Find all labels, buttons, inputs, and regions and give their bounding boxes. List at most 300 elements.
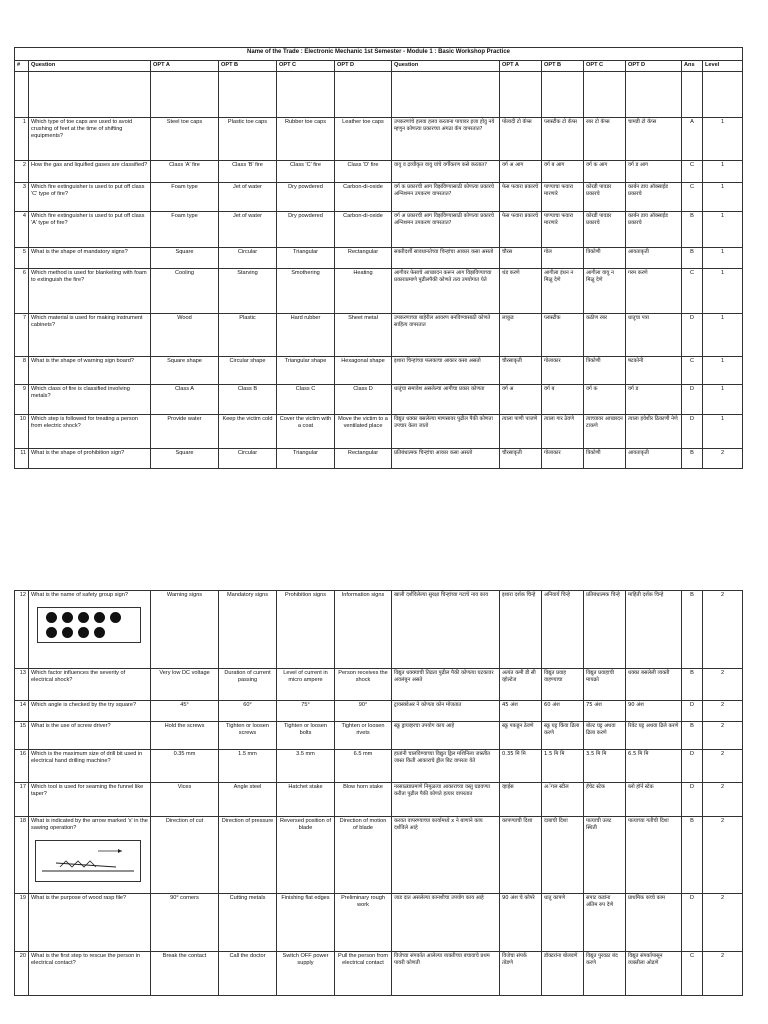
option-d <box>335 415 392 449</box>
option-a-value: Square shape <box>167 358 202 364</box>
question-text-marathi-value: हातांनी चालविण्याच्या विद्युत ड्रिल मशिनिला जास्तीत जास्त किती आकाराचे ड्रील बिट वापरता येते <box>394 751 491 764</box>
question-text-marathi <box>392 385 500 415</box>
option-c-marathi <box>584 357 626 385</box>
option-b-marathi-value: विद्युत प्रवाह वाहण्याचा <box>544 670 567 683</box>
question-text-marathi-value: विजेच्या संपर्कात आलेल्या व्यक्तीच्या बचावाचे प्रथम पायरी कोणती <box>394 953 490 966</box>
question-text-marathi-value: आगीवर फेसाचे आच्छादन करून आग विझविण्याच्या प्रकाराप्रमाणे पुढीलपैकी कोणते तत्व उपयोगात येते <box>394 270 492 283</box>
option-b <box>219 449 277 469</box>
option-d-marathi <box>626 783 682 817</box>
question-number-value: 8 <box>22 358 26 364</box>
option-b <box>219 669 277 701</box>
option-d-marathi-value: ब्लो हॉर्न स्टेक <box>628 784 654 790</box>
question-number-value: 6 <box>22 270 26 276</box>
level <box>703 449 743 469</box>
question-text-marathi <box>392 894 500 952</box>
answer-value: B <box>690 818 694 824</box>
question-text <box>29 701 151 722</box>
option-c-marathi-value: आगीला वायु न मिळू देणे <box>586 270 614 283</box>
question-text-marathi-value: खाली दर्शविलेल्या सुरक्षा चिन्हांच्या गटाचे नाव काय <box>394 592 489 598</box>
question-text-value: Which tool is used for seaming the funnel like taper? <box>31 784 144 797</box>
question-text <box>29 314 151 357</box>
option-d-marathi-value: माहिती दर्शक चिन्हे <box>628 592 664 598</box>
option-c-marathi <box>584 701 626 722</box>
option-a-marathi <box>500 750 542 783</box>
question-row <box>15 415 743 449</box>
answer <box>682 669 703 701</box>
option-a-marathi-value: 90 अंश चे कोपरे <box>502 895 535 901</box>
option-a-marathi-value: चौरस <box>502 249 513 255</box>
option-a-marathi-value: कापण्याची दिशा <box>502 818 533 824</box>
level-value: 2 <box>720 751 725 757</box>
option-a-value: Foam type <box>171 184 198 190</box>
answer-value: D <box>689 386 695 392</box>
option-b-marathi <box>542 449 584 469</box>
option-c-value: Class C <box>295 386 316 392</box>
header-opt-c-marathi: OPT C <box>584 61 626 72</box>
option-a <box>151 750 219 783</box>
option-b-marathi-value: प्लास्टीक <box>544 315 561 321</box>
option-b-value: Class B <box>237 386 258 392</box>
question-row <box>15 269 743 314</box>
option-d-marathi <box>626 722 682 750</box>
level-value: 2 <box>720 670 725 676</box>
option-c-marathi-value: कठीण रबर <box>586 315 607 321</box>
mandatory-sign-icon <box>46 612 57 623</box>
option-b <box>219 783 277 817</box>
spacer-row <box>15 72 743 118</box>
option-c-marathi-value: त्रिकोणी <box>586 358 601 364</box>
question-row <box>15 952 743 996</box>
question-number-value: 16 <box>19 751 26 757</box>
option-a <box>151 701 219 722</box>
question-row <box>15 357 743 385</box>
question-text-marathi-value: वर्ग अ प्रकारची आग विझविण्यासाठी कोणत्या प्रकारचे अग्निशमन उपकरण वापरतात? <box>394 213 494 226</box>
option-a-value: Square <box>175 450 194 456</box>
option-d <box>335 161 392 183</box>
option-b <box>219 357 277 385</box>
answer <box>682 894 703 952</box>
option-c-value: Hard rubber <box>290 315 321 321</box>
option-a-value: Direction of cut <box>165 818 204 824</box>
mandatory-sign-icon <box>46 627 57 638</box>
option-c-marathi <box>584 118 626 161</box>
option-c-marathi-value: बोल्ट घट्ट अथवा ढिला करणे <box>586 723 616 736</box>
option-a-marathi-value: इशारा दर्शक चिन्हे <box>502 592 536 598</box>
question-number-value: 7 <box>22 315 26 321</box>
question-row <box>15 385 743 415</box>
option-c-value: Prohibition signs <box>284 592 327 598</box>
option-b-marathi <box>542 269 584 314</box>
option-c-marathi <box>584 722 626 750</box>
option-a-value: Class 'A' fire <box>169 162 200 168</box>
question-number <box>15 248 29 269</box>
level-value: 2 <box>720 784 725 790</box>
mandatory-signs-figure <box>37 607 141 643</box>
question-row <box>15 722 743 750</box>
level <box>703 269 743 314</box>
answer <box>682 415 703 449</box>
option-b-marathi-value: धातु कापणे <box>544 895 566 901</box>
question-table-page-2 <box>14 590 743 996</box>
option-d-marathi-value: रिवेट घट्ट अथवा ढिले करणे <box>628 723 679 729</box>
question-text-marathi <box>392 952 500 996</box>
question-number-value: 1 <box>22 119 26 125</box>
option-c <box>277 269 335 314</box>
option-c-marathi <box>584 750 626 783</box>
option-b-marathi-value: वर्ग ब आग <box>544 162 565 168</box>
option-c-marathi <box>584 783 626 817</box>
option-b-marathi <box>542 357 584 385</box>
option-c <box>277 701 335 722</box>
option-c-marathi <box>584 212 626 248</box>
option-a-marathi-value: फेस फवारा प्रकारचे <box>502 213 539 219</box>
option-c-marathi-value: विद्युत पुरवठा बंद करणे <box>586 953 618 966</box>
question-number-value: 3 <box>22 184 26 190</box>
answer <box>682 269 703 314</box>
option-a-value: Vices <box>177 784 192 790</box>
option-a-value: Class A <box>175 386 194 392</box>
option-d-marathi <box>626 750 682 783</box>
option-d <box>335 750 392 783</box>
header-opt-a: OPT A <box>151 61 219 72</box>
option-c-marathi-value: कोरडी पावडर प्रकारचे <box>586 213 612 226</box>
option-b <box>219 952 277 996</box>
option-a-marathi <box>500 269 542 314</box>
question-text-marathi <box>392 248 500 269</box>
option-c-marathi <box>584 269 626 314</box>
option-d-marathi <box>626 212 682 248</box>
option-b-value: Cutting metals <box>229 895 266 901</box>
option-b-marathi-value: प्लास्टीक टो कॅप्स <box>544 119 577 125</box>
question-number <box>15 701 29 722</box>
option-d-marathi-value: विद्युत संपर्कापासून व्यक्तीला ओढणे <box>628 953 663 966</box>
option-c <box>277 817 335 894</box>
question-text-marathi-value: विद्युत धक्का बसलेल्या माणसावर पुढील पैकी कोणता उपचार केला जातो <box>394 416 493 429</box>
option-c-value: Triangular shape <box>284 358 327 364</box>
option-b-value: Circular <box>237 249 258 255</box>
question-row <box>15 783 743 817</box>
question-text-marathi <box>392 118 500 161</box>
answer-value: C <box>689 162 695 168</box>
option-c-marathi-value: प्रतिबंधात्मक चिन्हे <box>586 592 620 598</box>
option-c <box>277 952 335 996</box>
option-b <box>219 385 277 415</box>
option-d <box>335 183 392 212</box>
option-c-value: Switch OFF power supply <box>282 953 329 966</box>
option-b-marathi-value: स्क्रू घट्ट किंवा ढिला करणे <box>544 723 580 736</box>
header-opt-b-marathi: OPT B <box>542 61 584 72</box>
question-text-marathi <box>392 449 500 469</box>
option-b-value: 60° <box>243 702 252 708</box>
option-b-marathi <box>542 669 584 701</box>
question-row <box>15 212 743 248</box>
option-c-value: Reversed position of blade <box>280 818 331 831</box>
question-number-value: 18 <box>19 818 26 824</box>
option-b-marathi-value: गोलाकार <box>544 358 561 364</box>
option-b-marathi <box>542 701 584 722</box>
option-c-value: Triangular <box>293 249 318 255</box>
option-d-value: Preliminary rough work <box>341 895 385 908</box>
option-c-marathi <box>584 952 626 996</box>
answer <box>682 750 703 783</box>
answer <box>682 952 703 996</box>
question-text-value: Which class of fire is classified involving metals? <box>31 386 130 399</box>
question-text-marathi-value: सक्तीदर्शी सावधानतेच्या चिन्हांचा आकार कसा असतो <box>394 249 494 255</box>
header-opt-a-marathi: OPT A <box>500 61 542 72</box>
answer-value: D <box>689 315 695 321</box>
question-row <box>15 314 743 357</box>
option-d <box>335 783 392 817</box>
option-d-marathi <box>626 183 682 212</box>
option-d <box>335 722 392 750</box>
option-d <box>335 357 392 385</box>
option-b-value: Tighten or loosen screws <box>225 723 269 736</box>
option-c <box>277 750 335 783</box>
answer <box>682 248 703 269</box>
answer <box>682 314 703 357</box>
option-a-marathi <box>500 118 542 161</box>
option-c-value: Smothering <box>291 270 320 276</box>
option-b-marathi-value: पाण्याचा फवारा मारणारे <box>544 184 574 197</box>
option-b-value: Angle steel <box>233 784 262 790</box>
option-b-marathi-value: आगीला इंधन न मिळू देणे <box>544 270 574 283</box>
option-b-marathi <box>542 415 584 449</box>
question-number-value: 17 <box>19 784 26 790</box>
question-text-marathi-value: धातूंचा समावेश असलेल्या आगीचा प्रकार कोणता <box>394 386 485 392</box>
question-text <box>29 449 151 469</box>
option-c-marathi <box>584 817 626 894</box>
option-b-marathi <box>542 894 584 952</box>
option-d-value: Move the victim to a ventilated place <box>338 416 388 429</box>
question-text <box>29 212 151 248</box>
option-d <box>335 894 392 952</box>
question-text-marathi <box>392 817 500 894</box>
option-d-value: Information signs <box>341 592 385 598</box>
question-text <box>29 118 151 161</box>
question-text-value: What is the name of safety group sign? <box>31 592 129 598</box>
question-row <box>15 669 743 701</box>
question-text <box>29 248 151 269</box>
option-a-marathi <box>500 183 542 212</box>
option-c-value: Dry powdered <box>288 213 323 219</box>
option-c <box>277 783 335 817</box>
question-text-marathi <box>392 722 500 750</box>
option-c-value: Cover the victim with a coat <box>279 416 332 429</box>
question-row <box>15 183 743 212</box>
option-a-marathi-value: लाकुड <box>502 315 514 321</box>
option-b-marathi <box>542 183 584 212</box>
option-c <box>277 669 335 701</box>
question-text-value: Which factor influences the severity of electrical shock? <box>31 670 126 683</box>
option-d-marathi <box>626 449 682 469</box>
mandatory-sign-icon <box>94 612 105 623</box>
option-d-value: Carbon-di-oxide <box>343 184 383 190</box>
level <box>703 161 743 183</box>
option-b-marathi <box>542 591 584 669</box>
option-b-marathi <box>542 212 584 248</box>
question-number <box>15 357 29 385</box>
option-b-marathi-value: 1.5 मि मि <box>544 751 565 757</box>
question-row <box>15 591 743 669</box>
question-text-marathi-value: ट्रायस्क्वेअर ने कोणता कोन मोजतात <box>394 702 462 708</box>
answer-value: B <box>690 592 694 598</box>
level-value: 2 <box>720 818 725 824</box>
option-d-marathi <box>626 385 682 415</box>
answer-value: B <box>690 249 694 255</box>
option-c-marathi-value: त्याच्यावर आच्छादन टाकणे <box>586 416 623 429</box>
option-c-value: Hatchet stake <box>288 784 323 790</box>
option-d-value: Person receives the shock <box>338 670 388 683</box>
option-c-marathi-value: सपाट कडांना अंतिम रुप देणे <box>586 895 614 908</box>
question-number-value: 11 <box>20 450 26 456</box>
question-number-value: 2 <box>22 162 26 168</box>
answer <box>682 183 703 212</box>
header-level: Level <box>703 61 743 72</box>
option-c <box>277 161 335 183</box>
option-d-marathi <box>626 591 682 669</box>
level-value: 1 <box>720 184 725 190</box>
option-b-marathi-value: 60 अंश <box>544 702 560 708</box>
question-row <box>15 750 743 783</box>
option-d-value: Hexagonal shape <box>341 358 385 364</box>
option-b-marathi-value: दाबाची दिशा <box>544 818 568 824</box>
question-text-marathi <box>392 415 500 449</box>
option-a <box>151 894 219 952</box>
question-number <box>15 817 29 894</box>
question-number-value: 4 <box>22 213 26 219</box>
option-c-marathi-value: त्रिकोणी <box>586 249 601 255</box>
level <box>703 817 743 894</box>
question-number-value: 15 <box>19 723 26 729</box>
option-c-marathi <box>584 385 626 415</box>
option-a <box>151 248 219 269</box>
question-text-marathi <box>392 269 500 314</box>
level <box>703 248 743 269</box>
option-b-marathi <box>542 817 584 894</box>
option-d-marathi-value: आयताकृती <box>628 249 649 255</box>
option-a-marathi <box>500 415 542 449</box>
question-text-marathi <box>392 314 500 357</box>
answer <box>682 722 703 750</box>
option-d <box>335 248 392 269</box>
option-b <box>219 415 277 449</box>
option-b-marathi-value: डॉक्टरांना बोलवणे <box>544 953 578 959</box>
option-d-marathi-value: कार्बन डाय ऑक्साईड प्रकारचे <box>628 213 668 226</box>
level <box>703 118 743 161</box>
option-b <box>219 269 277 314</box>
question-number <box>15 591 29 669</box>
option-a-marathi-value: विजेचा संपर्क तोडणे <box>502 953 527 966</box>
level <box>703 314 743 357</box>
question-text-value: Which fire extinguisher is used to put off class 'A' type of fire? <box>31 213 145 226</box>
option-d-marathi <box>626 817 682 894</box>
option-d-marathi <box>626 669 682 701</box>
option-c <box>277 118 335 161</box>
option-a-value: Square <box>175 249 194 255</box>
question-text <box>29 952 151 996</box>
question-text-marathi <box>392 212 500 248</box>
question-text-marathi <box>392 591 500 669</box>
option-d-value: Blow horn stake <box>343 784 383 790</box>
level <box>703 183 743 212</box>
answer-value: B <box>690 213 694 219</box>
question-number <box>15 894 29 952</box>
answer-value: D <box>689 751 695 757</box>
option-b-value: Mandatory signs <box>226 592 269 598</box>
answer <box>682 212 703 248</box>
question-table-page-1 <box>14 47 743 469</box>
question-number-value: 19 <box>19 895 26 901</box>
option-a-marathi <box>500 722 542 750</box>
mandatory-sign-icon <box>78 612 89 623</box>
answer <box>682 449 703 469</box>
option-d-value: Pull the person from electrical contact <box>337 953 389 966</box>
option-b-marathi <box>542 722 584 750</box>
level <box>703 894 743 952</box>
question-number <box>15 314 29 357</box>
header-number: # <box>15 61 29 72</box>
option-a-marathi <box>500 817 542 894</box>
option-d-value: Rectangular <box>347 249 379 255</box>
option-c-marathi <box>584 591 626 669</box>
option-a-value: Foam type <box>171 213 198 219</box>
option-c-marathi <box>584 161 626 183</box>
question-number-value: 20 <box>19 953 26 959</box>
option-d <box>335 385 392 415</box>
option-a-marathi <box>500 212 542 248</box>
option-d-marathi-value: धातूचा पत्रा <box>628 315 649 321</box>
question-text-marathi-value: इशारा चिन्हांच्या फलकाचा आकार कसा असतो <box>394 358 481 364</box>
option-d-value: Leather toe caps <box>342 119 384 125</box>
answer-value: D <box>689 702 695 708</box>
option-b <box>219 161 277 183</box>
level-value: 1 <box>720 249 725 255</box>
question-text-marathi <box>392 701 500 722</box>
level-value: 1 <box>720 162 725 168</box>
option-a-marathi-value: पोलादी टो कॅप्स <box>502 119 532 125</box>
level-value: 1 <box>720 416 725 422</box>
question-text-value: Which is the maximum size of drill bit used in electrical hand drilling machine? <box>31 751 143 764</box>
option-a <box>151 449 219 469</box>
option-c <box>277 314 335 357</box>
option-d <box>335 669 392 701</box>
option-a-marathi-value: फेस फवारा प्रकारचे <box>502 184 539 190</box>
level-value: 2 <box>720 953 725 959</box>
option-c <box>277 212 335 248</box>
option-a-marathi-value: स्क्रू पकडून ठेवणे <box>502 723 534 729</box>
option-a <box>151 161 219 183</box>
question-text <box>29 269 151 314</box>
question-row <box>15 817 743 894</box>
option-a-marathi <box>500 385 542 415</box>
option-c-marathi-value: कोरडी पावडर प्रकारचे <box>586 184 612 197</box>
option-d <box>335 212 392 248</box>
option-c-value: Rubber toe caps <box>284 119 327 125</box>
document-title: Name of the Trade : Electronic Mechanic 1st Semester - Module 1 : Basic Workshop Practice <box>15 48 743 61</box>
option-c <box>277 248 335 269</box>
level <box>703 212 743 248</box>
option-b-marathi <box>542 385 584 415</box>
question-text-marathi-value: नरसाळ्याप्रमाणे निमुळत्या आकाराच्या वस्तु घडवण्या करीता पुढील पैकी कोणते हत्यार वापरतात <box>394 784 491 797</box>
question-text-value: Which method is used for blanketing with foam to extinguish the fire? <box>31 270 147 283</box>
level-value: 2 <box>720 702 725 708</box>
option-b-marathi-value: गोलाकार <box>544 450 561 456</box>
question-text-value: Which material is used for making instrument cabinets? <box>31 315 143 328</box>
answer <box>682 118 703 161</box>
option-c-marathi <box>584 894 626 952</box>
question-text-marathi <box>392 750 500 783</box>
option-c-marathi-value: हॅचेट स्टेक <box>586 784 605 790</box>
